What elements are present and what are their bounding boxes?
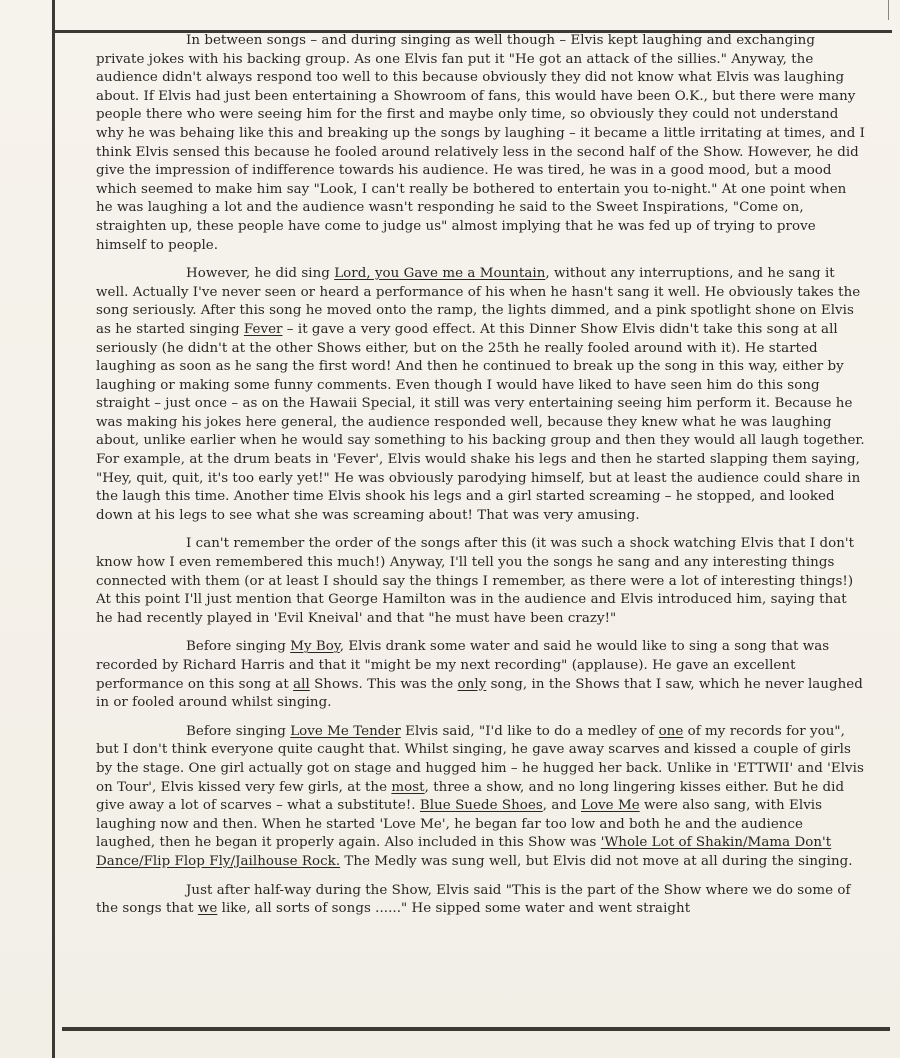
text-run: – it gave a very good effect. At this Dinner Show Elvis didn't take this song at all seriously (he didn't at the other Shows either, but on the 25th he really fooled around with it). He started laughing as soon as he sang the first word! And then he continued to break up the song in this way, either by laughing or making some funny comments. Even though I would have liked to have seen him do this song straight – just once – as on the Hawaii Special, it still was very entertaining seeing him perform it. Because he was making his jokes here general, the audience responded well, because they knew what he was laughing about, unlike earlier when he would say something to his backing group and then they would all laugh together. For example, at the drum beats in 'Fever', Elvis would shake his legs and then he started slapping them saying, "Hey, quit, quit, it's too early yet!" He was obviously parodying himself, but at least the audience could share in the laugh this time. Another time Elvis shook his legs and a girl started screaming – he stopped, and looked down at his legs to see what she was screaming about! That was very amusing. [96,321,865,523]
left-margin-rule [52,0,55,1058]
underlined-title: Lord, you Gave me a Mountain [334,266,546,282]
underlined-title: Love Me [581,798,640,814]
text-run: like, all sorts of songs ......" He sipped some water and went straight [217,901,691,917]
paragraph [96,723,866,872]
text-run: I can't remember the order of the songs after this (it was such a shock watching Elvis that I don't know how I even remembered this much!) Anyway, I'll tell you the songs he sang and any interesting things connected with them (or at least I should say the things I remember, as there were a lot of interesting things!) At this point I'll just mention that George Hamilton was in the audience and Elvis introduced him, saying that he had recently played in 'Evil Kneival' and that "he must have been crazy!" [96,536,855,626]
text-run: However, he did sing [186,266,335,282]
paragraph [96,535,866,628]
underlined-title: most [391,779,425,795]
document-body [96,32,866,929]
underlined-title: only [457,676,487,692]
text-run: were also sang, with Elvis laughing now and then. When he started 'Love Me', he began far too low and both he and the audience laughed, then he began it properly again. Also included in this Show was [96,798,823,851]
text-run: , three a show, and no long lingering kisses either. But he did give away a lot of scarves – what a substitute!. [96,779,845,814]
underlined-title: all [293,676,310,692]
underlined-title: Fever [243,321,283,337]
text-run: The Medly was sung well, but Elvis did not move at all during the singing. [340,853,853,869]
text-run: of my records for you", but I don't think everyone quite caught that. Whilst singing, he gave away scarves and kissed a couple of girls by the stage. One girl actually got on stage and hugged him – he hugged her back. Unlike in 'ETTWII' and 'Elvis on Tour', Elvis kissed very few girls, at the [96,723,864,795]
text-run: , and [542,798,581,814]
text-run: , without any interruptions, and he sang it well. Actually I've never seen or heard a performance of his when he hasn't sang it well. He obviously takes the song seriously. After this song he moved onto the ramp, the lights dimmed, and a pink spotlight shone on Elvis as he started singing [96,266,861,337]
paragraph [96,32,866,255]
text-run: , Elvis drank some water and said he would like to sing a song that was recorded by Richard Harris and that it "might be my next recording" (applause). He gave an excellent performance on this song at [96,639,830,692]
underlined-title: we [197,901,218,917]
underlined-title: Love Me Tender [290,723,401,739]
text-run: Before singing [186,723,291,739]
text-run: Just after half-way during the Show, Elvis said "This is the part of the Show where we do some of the songs that [96,882,851,917]
text-run: Elvis said, "I'd like to do a medley of [400,723,659,739]
text-run: Before singing [186,639,291,655]
underlined-title: My Boy [290,639,340,655]
paragraph [96,882,866,919]
text-run: Shows. This was the [309,676,458,692]
underlined-title: Blue Suede Shoes [419,798,543,814]
paragraph [96,638,866,712]
text-run: In between songs – and during singing as well though – Elvis kept laughing and exchanging private jokes with his backing group. As one Elvis fan put it "He got an attack of the sillies." Anyway, the audience didn't always respond too well to this because obviously they did not know what Elvis was laughing about. If Elvis had just been entertaining a Showroom of fans, this would have been O.K., but there were many people there who were seeing him for the first and maybe only time, so obviously they could not understand why he was behaing like this and breaking up the songs by laughing – it became a little irritating at times, and I think Elvis sensed this because he fooled around relatively less in the second half of the Show. However, he did give the impression of indifference towards his audience. He was tired, he was in a good mood, but a mood which seemed to make him say "Look, I can't really be bothered to entertain you to-night." At one point when he was laughing a lot and the audience wasn't responding he said to the Sweet Inspirations, "Come on, straighten up, these people have come to judge us" almost implying that he was fed up of trying to prove himself to people. [96,33,866,253]
right-margin-mark [888,0,889,20]
underlined-title: 'Whole Lot of Shakin/Mama Don't Dance/Flip Flop Fly/Jailhouse Rock. [96,835,832,869]
bottom-rule [62,1027,890,1031]
paragraph [96,265,866,525]
underlined-title: one [658,723,684,739]
text-run: song, in the Shows that I saw, which he never laughed in or fooled around whilst singing. [96,676,863,711]
